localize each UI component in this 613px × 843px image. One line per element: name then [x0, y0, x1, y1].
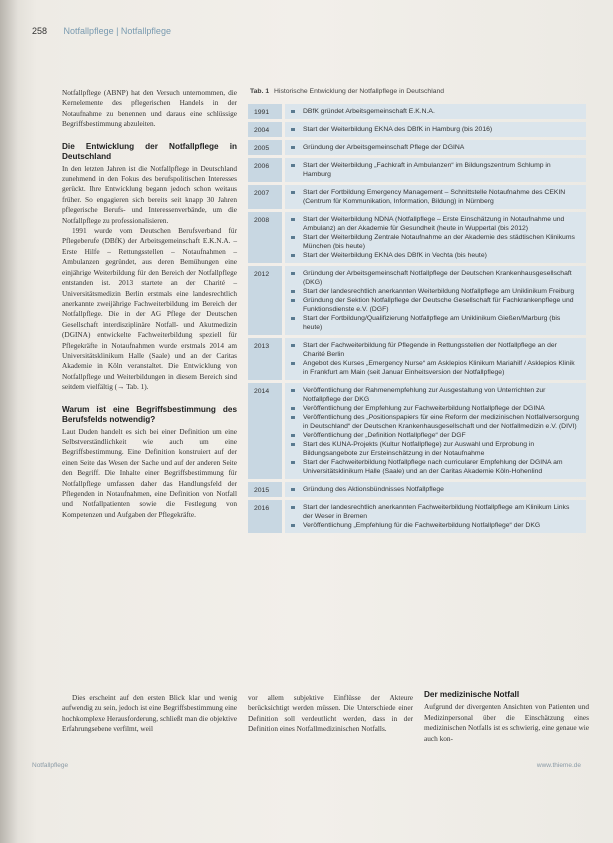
table-row — [248, 482, 586, 497]
table-events — [285, 122, 586, 137]
bottom-mid-text — [248, 693, 413, 735]
table-row — [248, 185, 586, 209]
table-events — [285, 185, 586, 209]
history-paragraph-2: 1991 wurde vom Deutschen Berufsverband für Pflegeberufe (DBfK) der Arbeitsgemeinschaft E.K.N.A. – Erste Hilfe – Rettungsstellen – Notaufnahmen – Ambulanzen gegründet, aus deren Bemühungen eine einjährige Weiterbildung für den Bereich der Notfallpflege entstanden ist. 2013 startete an der Charité – Universitätsmedizin Berlin erstmals eine landesrechtlich anerkannte zweijährige Fachweiterbildung im Bereich der Notfallpflege. Die in der AG Pflege der Deutschen Gesellschaft interdisziplinäre Notfall- und Akutmedizin (DGINA) entwickelte Fachweiterbildung speziell für Pflegekräfte in Notaufnahmen wurde erstmals 2014 am Universitätsklinikum Halle (Saale) und an der Caritas Akademie in Köln veranstaltet. Die Entwicklung von Notfallpflege und Weiterbildungen in diesem Bereich sind seitdem vielfältig (→ Tab. 1). — [62, 226, 237, 392]
table-year: 2015 — [248, 482, 282, 497]
event-list — [285, 125, 580, 134]
heading-medical-emergency: Der medizinische Notfall — [424, 690, 520, 699]
event-item: Start der Fortbildung/Qualifizierung Notfallpflege am Uniklinikum Gießen/Marburg (bis heute) — [297, 314, 580, 332]
event-item: DBfK gründet Arbeitsgemeinschaft E.K.N.A. — [297, 107, 580, 116]
event-list — [285, 269, 580, 332]
event-list — [285, 107, 580, 116]
table-year: 1991 — [248, 104, 282, 119]
event-list — [285, 161, 580, 179]
event-item: Veröffentlichung der Rahmenempfehlung zur Ausgestaltung von Unterrichten zur Notfallpflege der DKG — [297, 386, 580, 404]
event-item: Start der landesrechtlich anerkannten Fachweiterbildung Notfallpflege am Klinikum Links der Weser in Bremen — [297, 503, 580, 521]
event-item: Start der Fachweiterbildung Notfallpflege nach curricularer Empfehlung der DGINA am Universitätsklinikum Halle (Saale) und an der Caritas Akademie Köln-Hohenlind — [297, 458, 580, 476]
event-list — [285, 188, 580, 206]
event-list — [285, 215, 580, 260]
event-item: Angebot des Kurses „Emergency Nurse“ am Asklepios Klinikum Mariahilf / Asklepios Klinik in Frankfurt am Main (seit Januar Einheitsversion der Notfallpflege) — [297, 359, 580, 377]
bottom-left-paragraph: Dies erscheint auf den ersten Blick klar und wenig aufwendig zu sein, jedoch ist eine Begriffsbestimmung eine hochkomplexe Herausforderung, schließt man die objektive Erfahrungsebene verfilmt, weil — [62, 693, 237, 734]
table-row — [248, 383, 586, 479]
table-caption-text: Historische Entwicklung der Notfallpflege in Deutschland — [274, 88, 445, 95]
event-list — [285, 503, 580, 530]
table-year: 2006 — [248, 158, 282, 182]
event-item: Start der Fachweiterbildung für Pflegende in Rettungsstellen der Notfallpflege an der Charité Berlin — [297, 341, 580, 359]
event-item: Veröffentlichung der Empfehlung zur Fachweiterbildung Notfallpflege der DGINA — [297, 404, 580, 413]
bottom-mid-paragraph: vor allem subjektive Einflüsse der Akteure berücksichtigt werden müssen. Die Unterschiede einer Definition soll verdeutlicht werden, dass in der Definition eines Notfallmedizinischen Notfalls. — [248, 693, 413, 734]
table-events — [285, 266, 586, 335]
page-number: 258 — [32, 26, 48, 36]
table-events — [285, 212, 586, 263]
table-year: 2008 — [248, 212, 282, 263]
left-column — [62, 88, 237, 520]
table-caption-label: Tab. 1 — [250, 88, 270, 95]
event-item: Start der Weiterbildung EKNA des DBfK in Hamburg (bis 2016) — [297, 125, 580, 134]
heading-history: Die Entwicklung der Notfallpflege in Deutschland — [62, 141, 237, 161]
event-item: Gründung des Aktionsbündnisses Notfallpflege — [297, 485, 580, 494]
event-item: Gründung der Sektion Notfallpflege der Deutsche Gesellschaft für Fachkrankenpflege und Funktionsdienste e.V. (DGF) — [297, 296, 580, 314]
table-year: 2004 — [248, 122, 282, 137]
table-events — [285, 383, 586, 479]
event-list — [285, 386, 580, 476]
table-events — [285, 104, 586, 119]
event-item: Start der Weiterbildung Zentrale Notaufnahme an der Akademie des städtischen Klinikums München (bis heute) — [297, 233, 580, 251]
table-row — [248, 140, 586, 155]
table-row — [248, 500, 586, 533]
table-year: 2014 — [248, 383, 282, 479]
section-title: Notfallpflege | Notfallpflege — [63, 26, 171, 36]
event-item: Start der Weiterbildung EKNA des DBfK in Vechta (bis heute) — [297, 251, 580, 260]
footer-journal: Notfallpflege — [32, 762, 69, 769]
event-item: Start des KUNA-Projekts (Kultur Notfallpflege) zur Auswahl und Erprobung in Bildungsangebote zur Ersteinschätzung in der Notaufnahme — [297, 440, 580, 458]
event-item: Start der Fortbildung Emergency Management – Schnittstelle Notaufnahme des CEKIN (Centrum für Kommunikation, Information, Bildung) in Nürnberg — [297, 188, 580, 206]
history-table — [248, 104, 586, 536]
definition-paragraph: Laut Duden handelt es sich bei einer Definition um eine Selbstverständlichkeit wie auch um eine Begriffsbestimmung. Eine Definition konstruiert auf der einen Seite das Wesen der Sache und auf der anderen Seite den Begriff. Die Inhalte einer Begriffsbestimmung für Notfallpflege umfassen daher das Handlungsfeld der Pflegenden in Notaufnahmen, eine Definition von Notfall und Notfallpatienten sowie die Festlegung von Kompetenzen und Aufgaben der Pflegekräfte. — [62, 426, 237, 519]
table-events — [285, 482, 586, 497]
history-paragraph-1: In den letzten Jahren ist die Notfallpflege in Deutschland zunehmend in den Fokus des berufspolitischen Interesses gerückt. Ihre Entwicklung begann jedoch schon weitaus früher. So engagieren sich bereits seit knapp 30 Jahren pflegerische Berufs- und Interessenverbände, um die Notfallpflege zu professionalisieren. — [62, 163, 237, 225]
table-row — [248, 104, 586, 119]
event-list — [285, 143, 580, 152]
intro-paragraph: Notfallpflege (ABNP) hat den Versuch unternommen, die Kernelemente des pflegerischen Handels in der Notaufnahme zu benennen und daraus eine schlüssige Begriffsbestimmung abzuleiten. — [62, 88, 237, 129]
table-row — [248, 122, 586, 137]
table-year: 2016 — [248, 500, 282, 533]
table-year: 2012 — [248, 266, 282, 335]
event-item: Veröffentlichung „Empfehlung für die Fachweiterbildung Notfallpflege“ der DKG — [297, 521, 580, 530]
event-item: Veröffentlichung des „Positionspapiers für eine Reform der medizinischen Notfallversorgung in Deutschland“ der Deutschen Krankenhausgesellschaft und der Notfallmedizin e.V. (DIVI) — [297, 413, 580, 431]
book-spine-shadow — [0, 0, 18, 843]
event-list — [285, 341, 580, 377]
table-year: 2007 — [248, 185, 282, 209]
bottom-right-paragraph: Aufgrund der divergenten Ansichten von Patienten und Medizinpersonal über die Einschätzung eines medizinischen Notfalls ist es schwierig, eine genaue wie auch kon- — [424, 702, 589, 743]
event-item: Veröffentlichung der „Definition Notfallpflege“ der DGF — [297, 431, 580, 440]
table-row — [248, 158, 586, 182]
bottom-left-text — [62, 693, 237, 735]
heading-definition: Warum ist eine Begriffsbestimmung des Berufsfelds notwendig? — [62, 404, 237, 424]
event-item: Start der Weiterbildung NDNA (Notfallpflege – Erste Einschätzung in Notaufnahme und Ambulanz) an der Akademie für Gesundheit (heute in Wuppertal (bis 2012) — [297, 215, 580, 233]
footer-url: www.thieme.de — [536, 762, 581, 769]
table-caption — [250, 88, 570, 95]
table-row — [248, 266, 586, 335]
table-events — [285, 140, 586, 155]
table-events — [285, 338, 586, 380]
running-header — [32, 26, 171, 36]
event-item: Gründung der Arbeitsgemeinschaft Pflege der DGINA — [297, 143, 580, 152]
table-events — [285, 500, 586, 533]
event-item: Start der landesrechtlich anerkannten Weiterbildung Notfallpflege am Uniklinikum Freiburg — [297, 287, 580, 296]
table-events — [285, 158, 586, 182]
event-list — [285, 485, 580, 494]
event-item: Gründung der Arbeitsgemeinschaft Notfallpflege der Deutschen Krankenhausgesellschaft (DKG) — [297, 269, 580, 287]
bottom-right-text — [424, 690, 589, 744]
table-year: 2005 — [248, 140, 282, 155]
event-item: Start der Weiterbildung „Fachkraft in Ambulanzen“ im Bildungszentrum Schlump in Hamburg — [297, 161, 580, 179]
table-row — [248, 338, 586, 380]
table-row — [248, 212, 586, 263]
table-year: 2013 — [248, 338, 282, 380]
